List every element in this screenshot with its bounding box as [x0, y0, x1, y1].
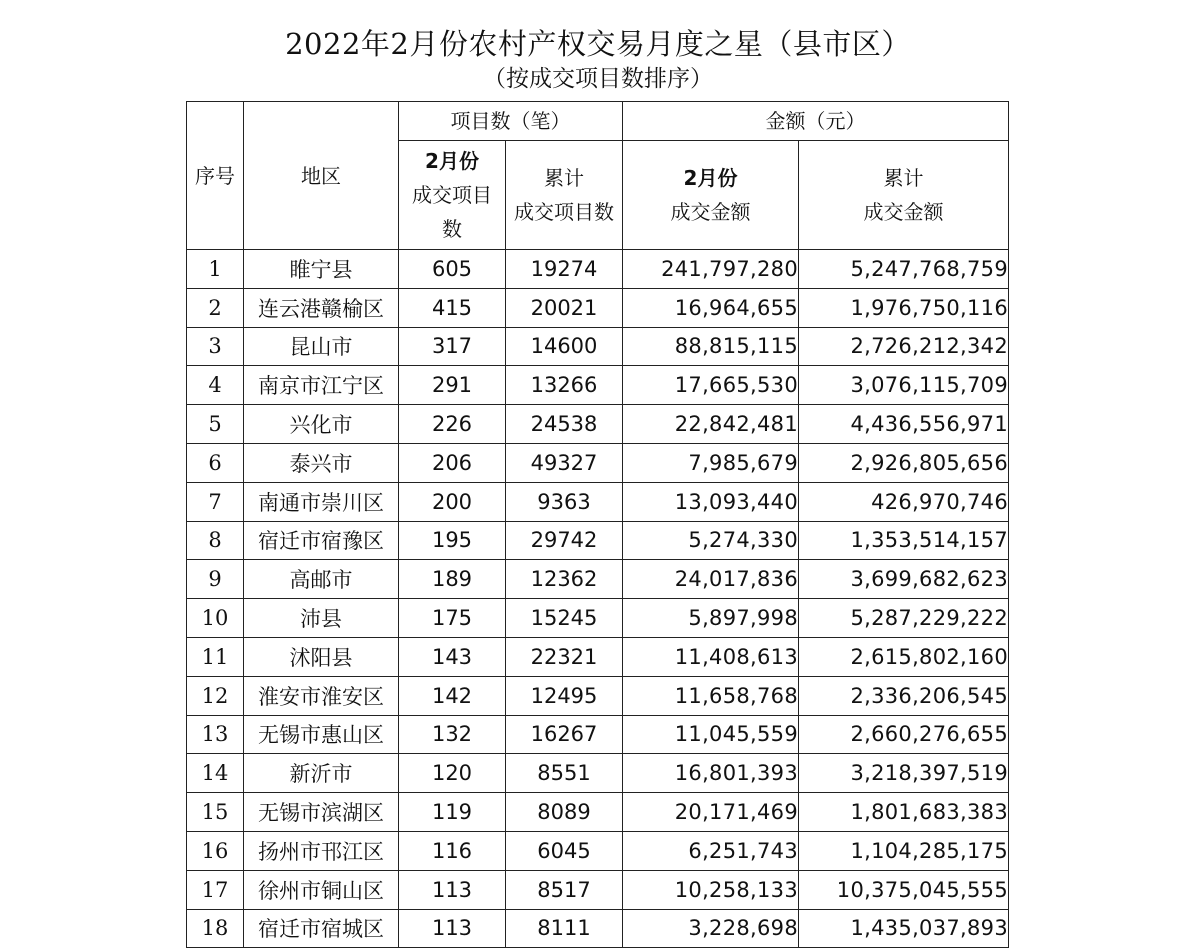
cell-cum-count: 8551	[506, 754, 623, 793]
cell-cum-amount: 10,375,045,555	[799, 870, 1009, 909]
header-cum-amount-line1: 累计	[883, 166, 924, 190]
cell-feb-count: 113	[399, 909, 506, 948]
table-row	[187, 793, 1009, 832]
table-row	[187, 870, 1009, 909]
cell-feb-count: 113	[399, 870, 506, 909]
cell-region: 沭阳县	[244, 637, 399, 676]
cell-region: 南通市崇川区	[244, 482, 399, 521]
cell-region: 高邮市	[244, 560, 399, 599]
cell-seq: 14	[187, 754, 244, 793]
cell-region: 新沂市	[244, 754, 399, 793]
cell-cum-count: 29742	[506, 521, 623, 560]
cell-cum-amount: 4,436,556,971	[799, 405, 1009, 444]
cell-cum-amount: 2,660,276,655	[799, 715, 1009, 754]
cell-region: 南京市江宁区	[244, 366, 399, 405]
cell-region: 无锡市惠山区	[244, 715, 399, 754]
header-feb-count-line3: 数	[442, 217, 462, 241]
cell-seq: 13	[187, 715, 244, 754]
cell-feb-amount: 5,897,998	[623, 599, 799, 638]
cell-feb-amount: 16,801,393	[623, 754, 799, 793]
cell-cum-count: 9363	[506, 482, 623, 521]
cell-feb-amount: 17,665,530	[623, 366, 799, 405]
cell-cum-amount: 426,970,746	[799, 482, 1009, 521]
cell-feb-amount: 11,045,559	[623, 715, 799, 754]
cell-cum-count: 13266	[506, 366, 623, 405]
cell-cum-amount: 1,435,037,893	[799, 909, 1009, 948]
cell-feb-amount: 3,228,698	[623, 909, 799, 948]
cell-seq: 8	[187, 521, 244, 560]
cell-seq: 2	[187, 288, 244, 327]
cell-cum-amount: 3,076,115,709	[799, 366, 1009, 405]
table-row	[187, 715, 1009, 754]
table-row	[187, 443, 1009, 482]
cell-feb-count: 605	[399, 250, 506, 289]
cell-cum-count: 24538	[506, 405, 623, 444]
cell-cum-count: 19274	[506, 250, 623, 289]
table-row	[187, 250, 1009, 289]
header-amount-group: 金额（元）	[623, 102, 1009, 141]
cell-feb-amount: 5,274,330	[623, 521, 799, 560]
cell-feb-count: 120	[399, 754, 506, 793]
cell-cum-amount: 2,926,805,656	[799, 443, 1009, 482]
cell-feb-count: 206	[399, 443, 506, 482]
table-row	[187, 405, 1009, 444]
header-cum-amount-line2: 成交金额	[863, 200, 944, 224]
cell-feb-count: 189	[399, 560, 506, 599]
cell-region: 宿迁市宿豫区	[244, 521, 399, 560]
table-row	[187, 327, 1009, 366]
cell-feb-amount: 11,408,613	[623, 637, 799, 676]
cell-cum-amount: 3,218,397,519	[799, 754, 1009, 793]
cell-cum-amount: 2,726,212,342	[799, 327, 1009, 366]
cell-region: 徐州市铜山区	[244, 870, 399, 909]
cell-seq: 16	[187, 831, 244, 870]
cell-region: 昆山市	[244, 327, 399, 366]
cell-cum-amount: 1,976,750,116	[799, 288, 1009, 327]
cell-seq: 11	[187, 637, 244, 676]
cell-seq: 10	[187, 599, 244, 638]
header-feb-amount	[623, 141, 799, 250]
cell-feb-count: 317	[399, 327, 506, 366]
table-row	[187, 599, 1009, 638]
cell-seq: 4	[187, 366, 244, 405]
table-row	[187, 909, 1009, 948]
cell-feb-count: 291	[399, 366, 506, 405]
page-title: 2022年2月份农村产权交易月度之星（县市区）	[285, 27, 911, 61]
cell-cum-amount: 1,104,285,175	[799, 831, 1009, 870]
cell-feb-amount: 7,985,679	[623, 443, 799, 482]
cell-feb-amount: 6,251,743	[623, 831, 799, 870]
header-cum-count-line2: 成交项目数	[514, 200, 614, 224]
table-row	[187, 831, 1009, 870]
header-seq: 序号	[187, 102, 244, 250]
cell-seq: 18	[187, 909, 244, 948]
cell-feb-count: 226	[399, 405, 506, 444]
ranking-table	[186, 101, 1009, 948]
cell-feb-amount: 13,093,440	[623, 482, 799, 521]
cell-cum-amount: 3,699,682,623	[799, 560, 1009, 599]
cell-seq: 6	[187, 443, 244, 482]
cell-region: 扬州市邗江区	[244, 831, 399, 870]
cell-cum-count: 15245	[506, 599, 623, 638]
cell-cum-amount: 1,353,514,157	[799, 521, 1009, 560]
cell-region: 沛县	[244, 599, 399, 638]
cell-cum-count: 12495	[506, 676, 623, 715]
cell-region: 无锡市滨湖区	[244, 793, 399, 832]
cell-seq: 1	[187, 250, 244, 289]
cell-seq: 7	[187, 482, 244, 521]
table-row	[187, 676, 1009, 715]
cell-region: 睢宁县	[244, 250, 399, 289]
cell-region: 连云港赣榆区	[244, 288, 399, 327]
cell-feb-count: 142	[399, 676, 506, 715]
header-feb-amount-line2: 成交金额	[670, 200, 751, 224]
cell-feb-count: 116	[399, 831, 506, 870]
cell-feb-amount: 241,797,280	[623, 250, 799, 289]
header-cum-count-line1: 累计	[544, 166, 584, 190]
cell-feb-count: 175	[399, 599, 506, 638]
page-subtitle: （按成交项目数排序）	[483, 66, 713, 92]
cell-feb-count: 143	[399, 637, 506, 676]
table-row	[187, 754, 1009, 793]
header-feb-amount-line1: 2月份	[683, 166, 738, 190]
header-feb-count-line1: 2月份	[425, 149, 479, 173]
cell-seq: 17	[187, 870, 244, 909]
cell-cum-count: 20021	[506, 288, 623, 327]
cell-cum-amount: 1,801,683,383	[799, 793, 1009, 832]
cell-cum-count: 12362	[506, 560, 623, 599]
cell-feb-count: 200	[399, 482, 506, 521]
header-feb-count-line2: 成交项目	[412, 183, 492, 207]
table-row	[187, 637, 1009, 676]
cell-region: 兴化市	[244, 405, 399, 444]
cell-cum-count: 22321	[506, 637, 623, 676]
cell-feb-count: 132	[399, 715, 506, 754]
header-region: 地区	[244, 102, 399, 250]
cell-cum-count: 16267	[506, 715, 623, 754]
cell-feb-amount: 22,842,481	[623, 405, 799, 444]
cell-feb-count: 195	[399, 521, 506, 560]
table-row	[187, 521, 1009, 560]
cell-cum-count: 14600	[506, 327, 623, 366]
cell-region: 泰兴市	[244, 443, 399, 482]
cell-cum-count: 49327	[506, 443, 623, 482]
cell-cum-count: 8089	[506, 793, 623, 832]
cell-cum-amount: 2,615,802,160	[799, 637, 1009, 676]
cell-seq: 9	[187, 560, 244, 599]
cell-feb-count: 415	[399, 288, 506, 327]
header-count-group: 项目数（笔）	[399, 102, 623, 141]
cell-cum-count: 6045	[506, 831, 623, 870]
cell-feb-amount: 20,171,469	[623, 793, 799, 832]
header-feb-count	[399, 141, 506, 250]
cell-seq: 12	[187, 676, 244, 715]
cell-region: 淮安市淮安区	[244, 676, 399, 715]
cell-seq: 5	[187, 405, 244, 444]
header-cum-amount	[799, 141, 1009, 250]
table-row	[187, 288, 1009, 327]
cell-feb-amount: 88,815,115	[623, 327, 799, 366]
cell-seq: 15	[187, 793, 244, 832]
cell-region: 宿迁市宿城区	[244, 909, 399, 948]
table-row	[187, 560, 1009, 599]
header-cum-count	[506, 141, 623, 250]
cell-feb-amount: 24,017,836	[623, 560, 799, 599]
cell-cum-count: 8517	[506, 870, 623, 909]
cell-cum-amount: 2,336,206,545	[799, 676, 1009, 715]
table-row	[187, 366, 1009, 405]
cell-feb-count: 119	[399, 793, 506, 832]
cell-feb-amount: 11,658,768	[623, 676, 799, 715]
table-row	[187, 482, 1009, 521]
cell-cum-amount: 5,287,229,222	[799, 599, 1009, 638]
cell-cum-count: 8111	[506, 909, 623, 948]
cell-cum-amount: 5,247,768,759	[799, 250, 1009, 289]
cell-feb-amount: 10,258,133	[623, 870, 799, 909]
cell-feb-amount: 16,964,655	[623, 288, 799, 327]
cell-seq: 3	[187, 327, 244, 366]
